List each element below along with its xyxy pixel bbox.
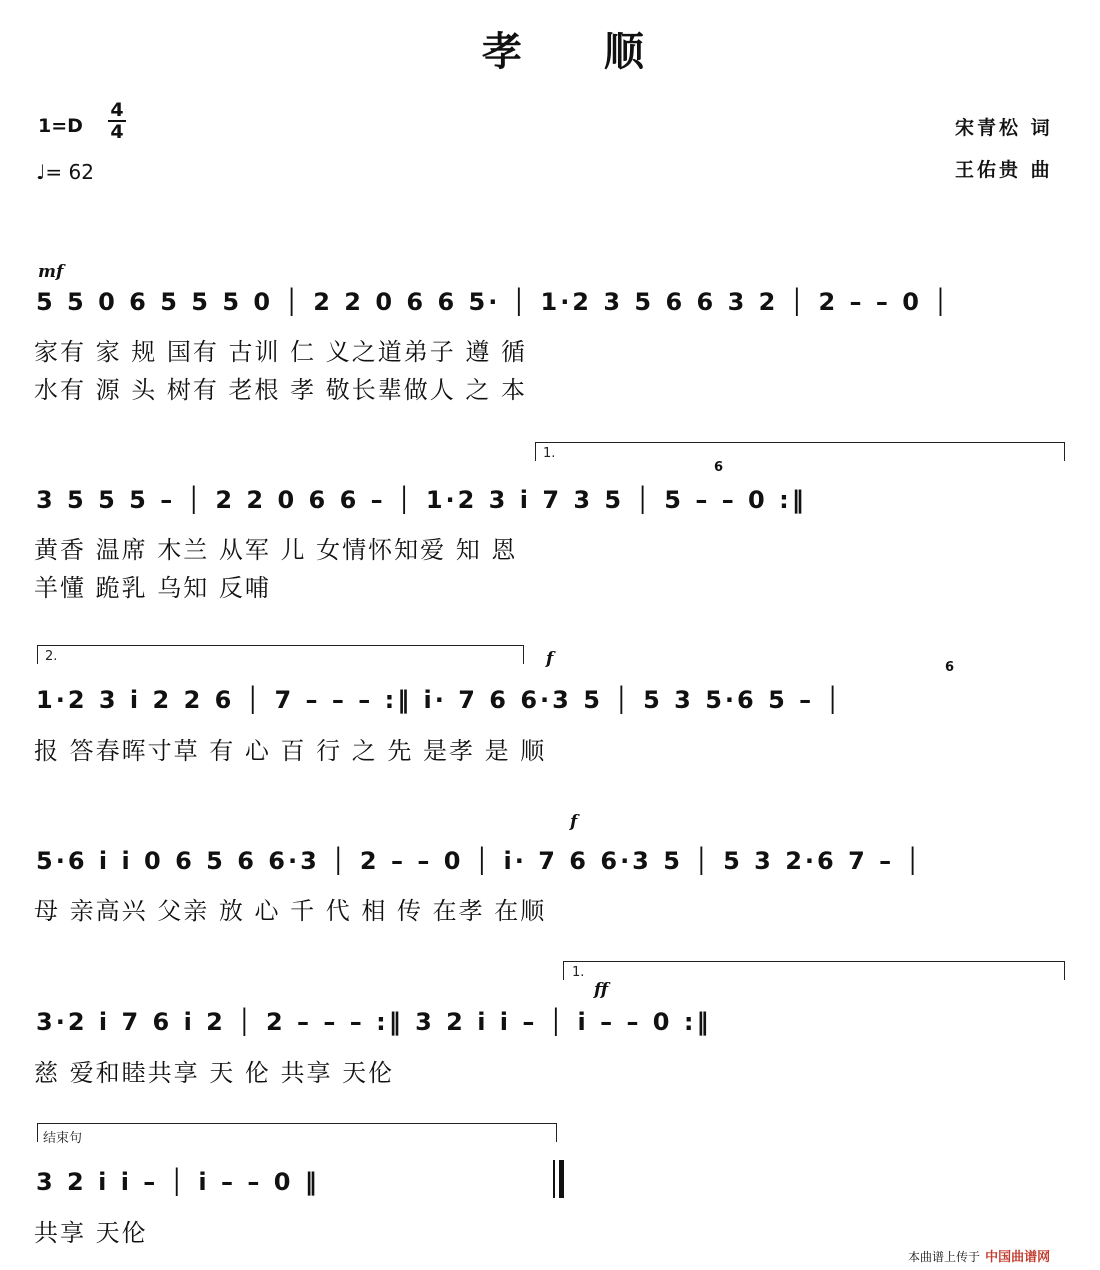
notation-line: 5·6 i i 0 6 5 6 6·3 │ 2 – – 0 │ i· 7 6 6·3 5 │ 5 3 2·6 7 – │ xyxy=(36,847,923,875)
time-signature-bottom: 4 xyxy=(110,121,124,143)
time-signature xyxy=(108,100,126,142)
notation-line: 3 5 5 5 – │ 2 2 0 6 6 – │ 1·2 3 i 7 3 5 │ 5 – – 0 :‖ xyxy=(36,486,807,514)
dynamic-ff: ff xyxy=(594,980,609,1000)
lyricist-credit: 宋青松 词 xyxy=(955,117,1053,139)
lyric-line: 羊懂 跪乳 乌知 反哺 xyxy=(34,574,271,602)
footer-watermark xyxy=(908,1246,1050,1265)
dynamic-mf: mf xyxy=(38,262,64,282)
volta-label: 2. xyxy=(45,649,58,664)
volta-bracket xyxy=(37,1123,557,1142)
final-barline xyxy=(559,1160,564,1198)
volta-label: 1. xyxy=(572,965,585,980)
volta-label: 1. xyxy=(543,446,556,461)
dynamic-f: f xyxy=(546,649,554,669)
volta-bracket xyxy=(535,442,1065,461)
site-logo: 中国曲谱网 xyxy=(985,1250,1051,1265)
grace-note: 6 xyxy=(945,660,955,675)
volta-bracket xyxy=(37,645,524,664)
lyric-line: 母 亲高兴 父亲 放 心 千 代 相 传 在孝 在顺 xyxy=(34,897,547,925)
notation-line: 1·2 3 i 2 2 6 │ 7 – – – :‖ i· 7 6 6·3 5 │ 5 3 5·6 5 – │ xyxy=(36,686,843,714)
page-title: 孝 顺 xyxy=(482,28,678,75)
lyric-line: 共享 天伦 xyxy=(34,1219,148,1247)
notation-line: 5 5 0 6 5 5 5 0 │ 2 2 0 6 6 5· │ 1·2 3 5 6 6 3 2 │ 2 – – 0 │ xyxy=(36,288,951,316)
volta-label: 结束句 xyxy=(43,1131,83,1146)
barline xyxy=(553,1160,555,1198)
notation-line: 3·2 i 7 6 i 2 │ 2 – – – :‖ 3 2 i i – │ i – – 0 :‖ xyxy=(36,1008,712,1036)
lyric-line: 报 答春晖寸草 有 心 百 行 之 先 是孝 是 顺 xyxy=(34,737,547,765)
lyric-line: 慈 爱和睦共享 天 伦 共享 天伦 xyxy=(34,1059,395,1087)
grace-note: 6 xyxy=(714,460,724,475)
tempo-marking: ♩= 62 xyxy=(36,160,94,184)
footer-prefix: 本曲谱上传于 xyxy=(908,1250,981,1264)
dynamic-f: f xyxy=(570,812,578,832)
composer-credit: 王佑贵 曲 xyxy=(955,159,1053,181)
lyric-line: 黄香 温席 木兰 从军 儿 女情怀知爱 知 恩 xyxy=(34,536,518,564)
lyric-line: 家有 家 规 国有 古训 仁 义之道弟子 遵 循 xyxy=(34,338,528,366)
time-signature-top: 4 xyxy=(110,99,124,121)
key-signature: 1=D xyxy=(38,115,83,137)
notation-line: 3 2 i i – │ i – – 0 ‖ xyxy=(36,1168,320,1196)
lyric-line: 水有 源 头 树有 老根 孝 敬长辈做人 之 本 xyxy=(34,376,528,404)
volta-bracket xyxy=(563,961,1065,980)
